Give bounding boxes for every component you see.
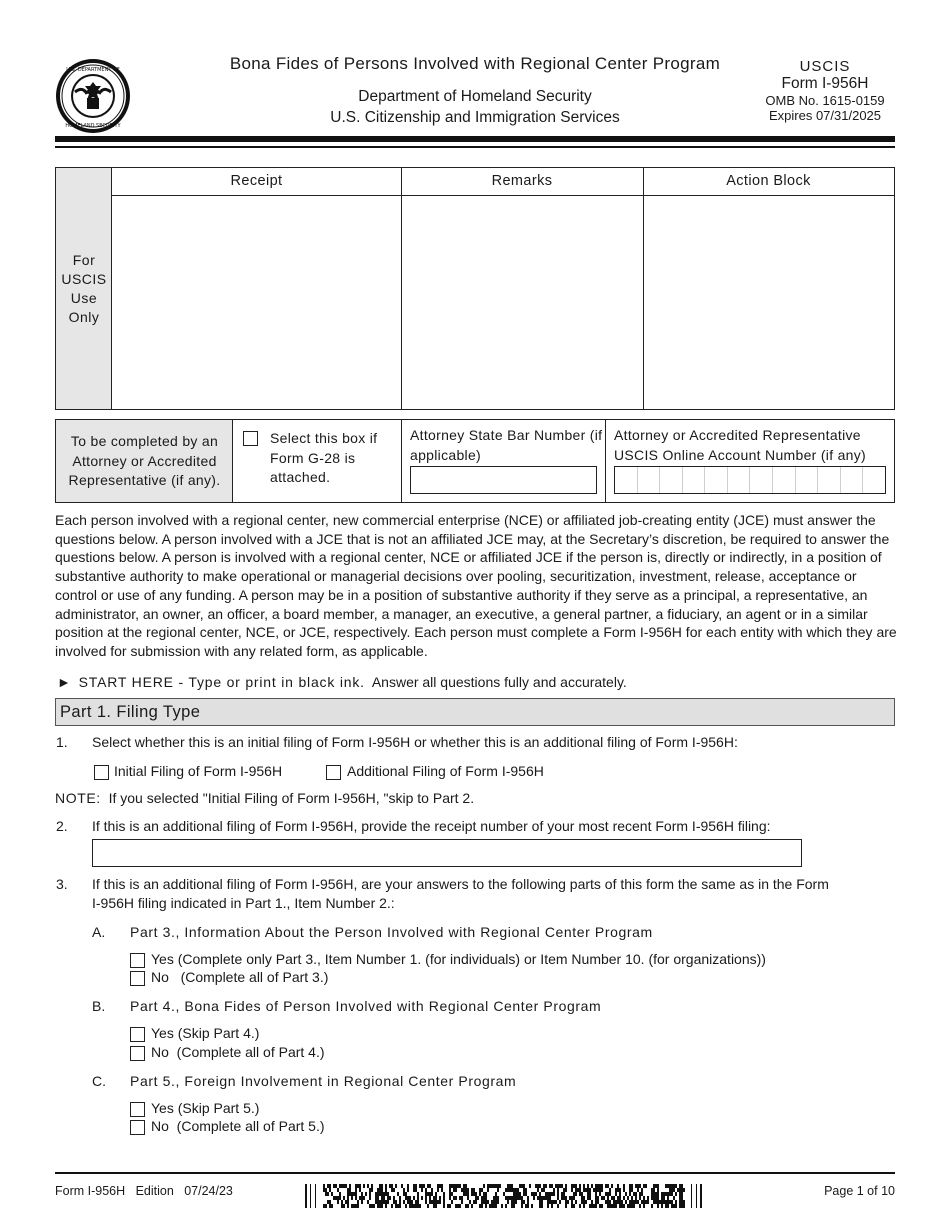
item-number: 1.: [56, 734, 68, 750]
barcode-icon: [305, 1184, 715, 1208]
form-id-block: [750, 58, 900, 123]
omb-number: OMB No. 1615-0159: [765, 93, 885, 108]
sub-item-letter: B.: [92, 998, 106, 1014]
form-number: Form I-956H: [781, 75, 869, 92]
g28-label: Select this box if Form G-28 is attached.: [270, 430, 378, 485]
part4-label: Part 4., Bona Fides of Person Involved with Regional Center Program: [130, 998, 602, 1014]
part4-no-checkbox[interactable]: [130, 1046, 145, 1061]
start-here-line: [57, 674, 627, 690]
svg-text:HOMELAND SECURITY: HOMELAND SECURITY: [65, 123, 121, 129]
start-here-text: Answer all questions fully and accurately.: [371, 674, 627, 690]
agency-name: U.S. Citizenship and Immigration Services: [330, 109, 620, 126]
part4-yes-label: Yes (Skip Part 4.): [151, 1025, 260, 1041]
svg-text:U.S. DEPARTMENT OF: U.S. DEPARTMENT OF: [66, 67, 120, 73]
arrow-icon: ►: [57, 674, 71, 690]
part3-no-label: No (Complete all of Part 3.): [151, 969, 329, 985]
g28-checkbox[interactable]: [243, 431, 258, 446]
side-line: USCIS: [61, 271, 107, 287]
part5-no-label: No (Complete all of Part 5.): [151, 1118, 325, 1134]
attorney-label-cell: [56, 420, 233, 502]
note-label: NOTE:: [55, 790, 101, 806]
uscis-use-only-label: [56, 168, 112, 409]
q1-text: Select whether this is an initial filing of Form I-956H or whether this is an additional filing of Form I-956H:: [92, 734, 738, 750]
header-rule: [55, 136, 895, 142]
q2-text: If this is an additional filing of Form I-956H, provide the receipt number of your most recent Form I-956H filing:: [92, 818, 771, 834]
uscis-use-only-box: [55, 167, 895, 410]
column-divider: [643, 168, 644, 409]
column-divider: [605, 420, 606, 502]
item-number: 3.: [56, 876, 68, 892]
side-line: Only: [68, 309, 100, 325]
form-title: Bona Fides of Persons Involved with Regional Center Program: [229, 54, 721, 73]
action-block-header: Action Block: [643, 168, 894, 196]
part4-no-label: No (Complete all of Part 4.): [151, 1044, 325, 1060]
part3-yes-checkbox[interactable]: [130, 953, 145, 968]
agency-block: [190, 86, 760, 128]
sub-item-letter: A.: [92, 924, 106, 940]
department-name: Department of Homeland Security: [358, 88, 592, 105]
bar-number-label: Attorney State Bar Number (if applicable): [410, 427, 603, 463]
uscis-label: USCIS: [799, 58, 851, 75]
part5-yes-checkbox[interactable]: [130, 1102, 145, 1117]
sub-item-letter: C.: [92, 1073, 106, 1089]
form-edition: Form I-956H Edition 07/24/23: [55, 1184, 233, 1198]
side-line: Use: [70, 290, 98, 306]
attorney-section: [55, 419, 895, 503]
initial-filing-checkbox[interactable]: [94, 765, 109, 780]
dhs-seal-icon: [55, 58, 131, 134]
part3-no-checkbox[interactable]: [130, 971, 145, 986]
online-account-label: Attorney or Accredited Representative USCIS Online Account Number (if any): [614, 427, 867, 463]
additional-filing-label: Additional Filing of Form I-956H: [347, 763, 544, 779]
q3-text-line: If this is an additional filing of Form I-956H, are your answers to the following parts of this form the same as in the Form: [92, 876, 829, 892]
part1-header: Part 1. Filing Type: [55, 698, 895, 726]
instructions-paragraph: Each person involved with a regional center, new commercial enterprise (NCE) or affiliated job-creating entity (JCE) must answer the questions below. A person involved with a JCE that is not an affiliated JCE may, at the Secretary’s discretion, be required to answer the questions below. A person is involved with a regional center, NCE or affiliated JCE if the person is, directly or indirectly, in a position of substantive authority to make operational or managerial decisions over pooling, securitization, investment, release, acceptance or control or use of any funding. A person may be in a position of substantive authority if they serve as a principal, a representative, an administrator, an owner, an officer, a board member, a manager, an executive, a general partner, a fiduciary, an agent or in a similar position at the regional center, NCE, or JCE, respectively. Each person must complete a Form I-956H for each entity with which they are involved for submission with any related form, as applicable.: [55, 512, 897, 659]
column-divider: [401, 168, 402, 409]
receipt-number-input[interactable]: [92, 839, 802, 867]
part5-no-checkbox[interactable]: [130, 1120, 145, 1135]
q3-text: [92, 875, 892, 912]
remarks-header: Remarks: [401, 168, 643, 196]
column-divider: [401, 420, 402, 502]
side-line: For: [72, 252, 96, 268]
item-number: 2.: [56, 818, 68, 834]
note: [55, 789, 474, 808]
note-text: If you selected "Initial Filing of Form I-956H, "skip to Part 2.: [108, 790, 475, 806]
attorney-label: To be completed by an Attorney or Accredited Representative (if any).: [68, 433, 221, 488]
online-account-input[interactable]: [614, 466, 886, 494]
initial-filing-label: Initial Filing of Form I-956H: [114, 763, 283, 779]
additional-filing-checkbox[interactable]: [326, 765, 341, 780]
part3-label: Part 3., Information About the Person Involved with Regional Center Program: [130, 924, 653, 940]
part5-label: Part 5., Foreign Involvement in Regional Center Program: [130, 1073, 517, 1089]
page-number: Page 1 of 10: [824, 1184, 895, 1198]
part4-yes-checkbox[interactable]: [130, 1027, 145, 1042]
part5-yes-label: Yes (Skip Part 5.): [151, 1100, 260, 1116]
q3-text-line: I-956H filing indicated in Part 1., Item Number 2.:: [92, 894, 395, 911]
footer-rule: [55, 1172, 895, 1174]
part3-yes-label: Yes (Complete only Part 3., Item Number 1. (for individuals) or Item Number 10. (for organizations)): [151, 951, 766, 967]
expiration-date: Expires 07/31/2025: [768, 108, 882, 123]
receipt-header: Receipt: [112, 168, 401, 196]
header-rule-thin: [55, 146, 895, 148]
bar-number-input[interactable]: [410, 466, 597, 494]
start-here-label: START HERE - Type or print in black ink.: [78, 674, 365, 690]
